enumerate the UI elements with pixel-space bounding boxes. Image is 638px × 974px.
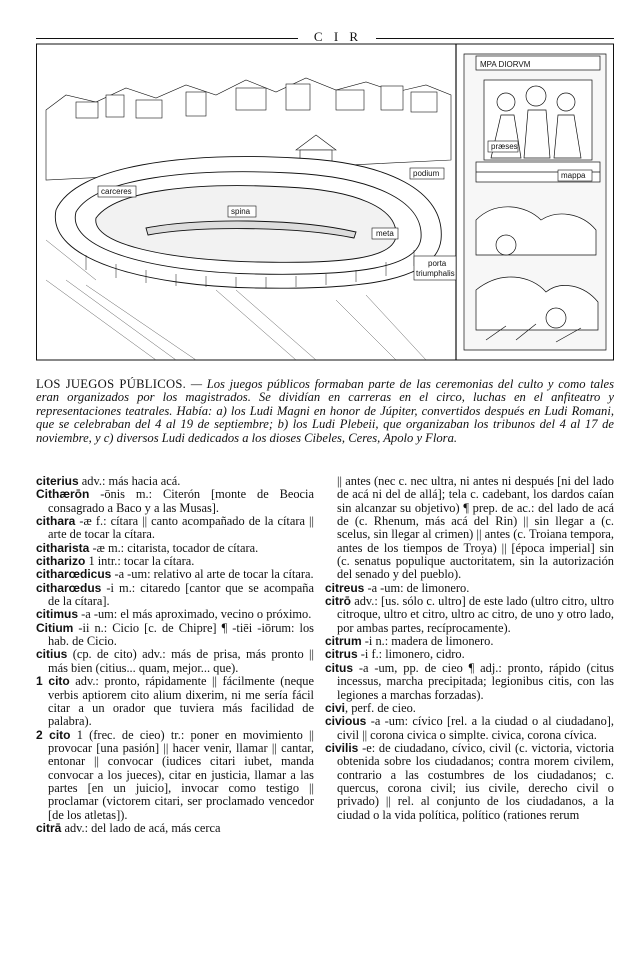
dictionary-entry [325, 595, 614, 635]
dictionary-entry [36, 568, 314, 581]
headword: civilis [325, 740, 359, 755]
label-meta: meta [376, 229, 394, 238]
headword: citrum [325, 634, 362, 649]
headword: citrā [36, 820, 62, 835]
headword: cithara [36, 514, 76, 529]
continued-entry [325, 475, 614, 582]
circus-illustration [36, 40, 614, 362]
definition: -a -um: relativo al arte de tocar la cítara. [111, 567, 314, 582]
definition: adv.: más hacia acá. [78, 474, 181, 488]
dictionary-entry [36, 822, 314, 835]
guide-word: C I R [313, 29, 363, 44]
dictionary-entry [36, 555, 314, 568]
definition: adv.: [us. sólo c. ultro] de este lado (ultro citro, ultro citroque, ultro et citro, ultro ac citro, de uno y otro lado, por ambas partes, recíprocamente). [337, 594, 614, 635]
circus-drawing [36, 40, 614, 362]
headword: citus [325, 660, 354, 675]
headword: citharœdus [36, 580, 102, 595]
label-carceres: carceres [101, 187, 132, 196]
definition: || antes (nec c. nec ultra, ni antes ni después [ni del lado de acá ni del de allá]; tela c. cadebant, los dardos caían sin alcanzar su objetivo) ¶ prep. de ac.: del lado de acá de (c. Rhenum, más acá del Rin) || sin llegar a (c. scelus, sin llegar al crimen) || antes (c. Troiana tempora, antes de los tiempos de Troya) || [época imperial] sin (c. senatus populique auctoritatem, sin la autorización del senado y del pueblo). [337, 474, 614, 582]
dictionary-entry [36, 648, 314, 675]
definition: 1 (frec. de cieo) tr.: poner en movimiento || provocar [una pasión] || hacer venir, llamar || cantar, entonar || convocar (iudices citari iubet, manda convocar a los jueces), citar en justicia, llamar a las partes [en un juicio], invocar como testigo || proclamar (victorem citari, ser proclamado vencedor [de los atletas]). [48, 727, 315, 822]
headword: citrus [325, 647, 358, 662]
headword: citreus [325, 580, 365, 595]
headword: citerius [36, 474, 79, 488]
label-triumphalis: triumphalis [416, 269, 455, 278]
headword: civious [325, 714, 367, 729]
definition: adv.: pronto, rápidamente || fácilmente (neque verbis aptiorem cito alium dixerim, ni me sería fácil citar a un orador que tuviera más facilidad de palabra). [48, 674, 314, 729]
definition: -i n.: madera de limonero. [361, 634, 494, 649]
dictionary-entry [325, 702, 614, 715]
label-spina: spina [231, 207, 251, 216]
dictionary-entry [325, 635, 614, 648]
dictionary-entry [325, 582, 614, 595]
definition: -a -um, pp. de cieo ¶ adj.: pronto, rápido (citus incessus, marcha precipitada; legionibus citis, con las legiones a marchas forzadas). [337, 660, 614, 702]
label-inscription: MPA DIORVM [480, 60, 531, 69]
headword: Cithærōn [36, 487, 90, 502]
headword: citius [36, 647, 68, 662]
relief-panel [464, 54, 606, 350]
definition: -ōnis m.: Citerón [monte de Beocia consagrado a Baco y a las Musas]. [48, 487, 314, 515]
headword: citimus [36, 607, 79, 622]
dictionary-entry [36, 622, 314, 649]
dictionary-entry [36, 582, 314, 609]
headword: citharista [36, 540, 90, 555]
dictionary-entry [36, 488, 314, 515]
label-porta: porta [428, 259, 447, 268]
right-column [325, 475, 614, 822]
definition: -ii n.: Cicio [c. de Chipre] ¶ -tiēi -iōrum: los hab. de Cicio. [48, 620, 314, 649]
headword: Citium [36, 620, 74, 635]
dictionary-entry [325, 662, 614, 702]
definition: -a -um: de limonero. [364, 580, 470, 595]
headword: civi [325, 700, 346, 715]
dictionary-entry [36, 542, 314, 555]
dictionary-entry [325, 648, 614, 661]
dictionary-entry [36, 675, 314, 728]
definition: -a -um: cívico [rel. a la ciudad o al ciudadano], civil || corona civica o simplte. civica, corona cívica. [337, 714, 614, 742]
dictionary-entry [36, 608, 314, 621]
headword: citrō [325, 594, 352, 609]
caption-text: — Los juegos públicos formaban parte de las ceremonias del culto y como tales eran organizados por los magistrados. Se dividían en carreras en el circo, luchas en el anfiteatro y representaciones teatrales. Había: a) los Ludi Magni en honor de Júpiter, convertidos después en Ludi Romani, que se celebraban del 4 al 19 de septiembre; b) los Ludi Plebeii, que organizaban los tribunos del 4 al 17 de noviembre, y c) diversos Ludi dedicados a los dioses Cibeles, Ceres, Apolo y Flora. [36, 377, 614, 445]
definition: -i f.: limonero, cidro. [357, 647, 465, 662]
definition: -e: de ciudadano, cívico, civil (c. victoria, victoria obtenida sobre los ciudadanos; contra morem civilem, contrario a las costumbres de los ciudadanos; c. quercus, corona civil; ius civile, derecho civil o privado) || rel. al conjunto de los ciudadanos, a la ciudad o la vida política, político (rationes rerum [337, 740, 614, 822]
definition: -æ f.: cítara || canto acompañado de la cítara || arte de tocar la cítara. [48, 514, 314, 542]
definition: -æ m.: citarista, tocador de cítara. [89, 540, 259, 555]
dictionary-entry [36, 475, 314, 488]
definition: adv.: del lado de acá, más cerca [61, 820, 221, 835]
definition: -a -um: el más aproximado, vecino o próximo. [78, 607, 312, 622]
dictionary-entry [325, 715, 614, 742]
dictionary-entry [325, 742, 614, 822]
headword: citharœdicus [36, 567, 112, 582]
label-podium: podium [413, 169, 440, 178]
dictionary-entry [36, 515, 314, 542]
headword: 1 cito [36, 674, 70, 689]
label-praeses: præses [491, 142, 518, 151]
caption-title: LOS JUEGOS PÚBLICOS. [36, 377, 187, 391]
illustration-caption [36, 378, 614, 445]
definition: 1 intr.: tocar la cítara. [85, 554, 195, 569]
header-rule-left [36, 38, 298, 39]
left-column [36, 475, 314, 835]
dictionary-entry [36, 729, 314, 822]
headword: 2 cito [36, 727, 71, 742]
definition: -i m.: citaredo [cantor que se acompaña de la cítara]. [48, 580, 314, 609]
headword: citharizo [36, 554, 86, 569]
definition: (cp. de cito) adv.: más de prisa, más pronto || más bien (citius... quam, mejor... que). [48, 647, 314, 675]
header-rule-right [376, 38, 614, 39]
definition: , perf. de cieo. [345, 700, 416, 715]
label-mappa: mappa [561, 171, 586, 180]
